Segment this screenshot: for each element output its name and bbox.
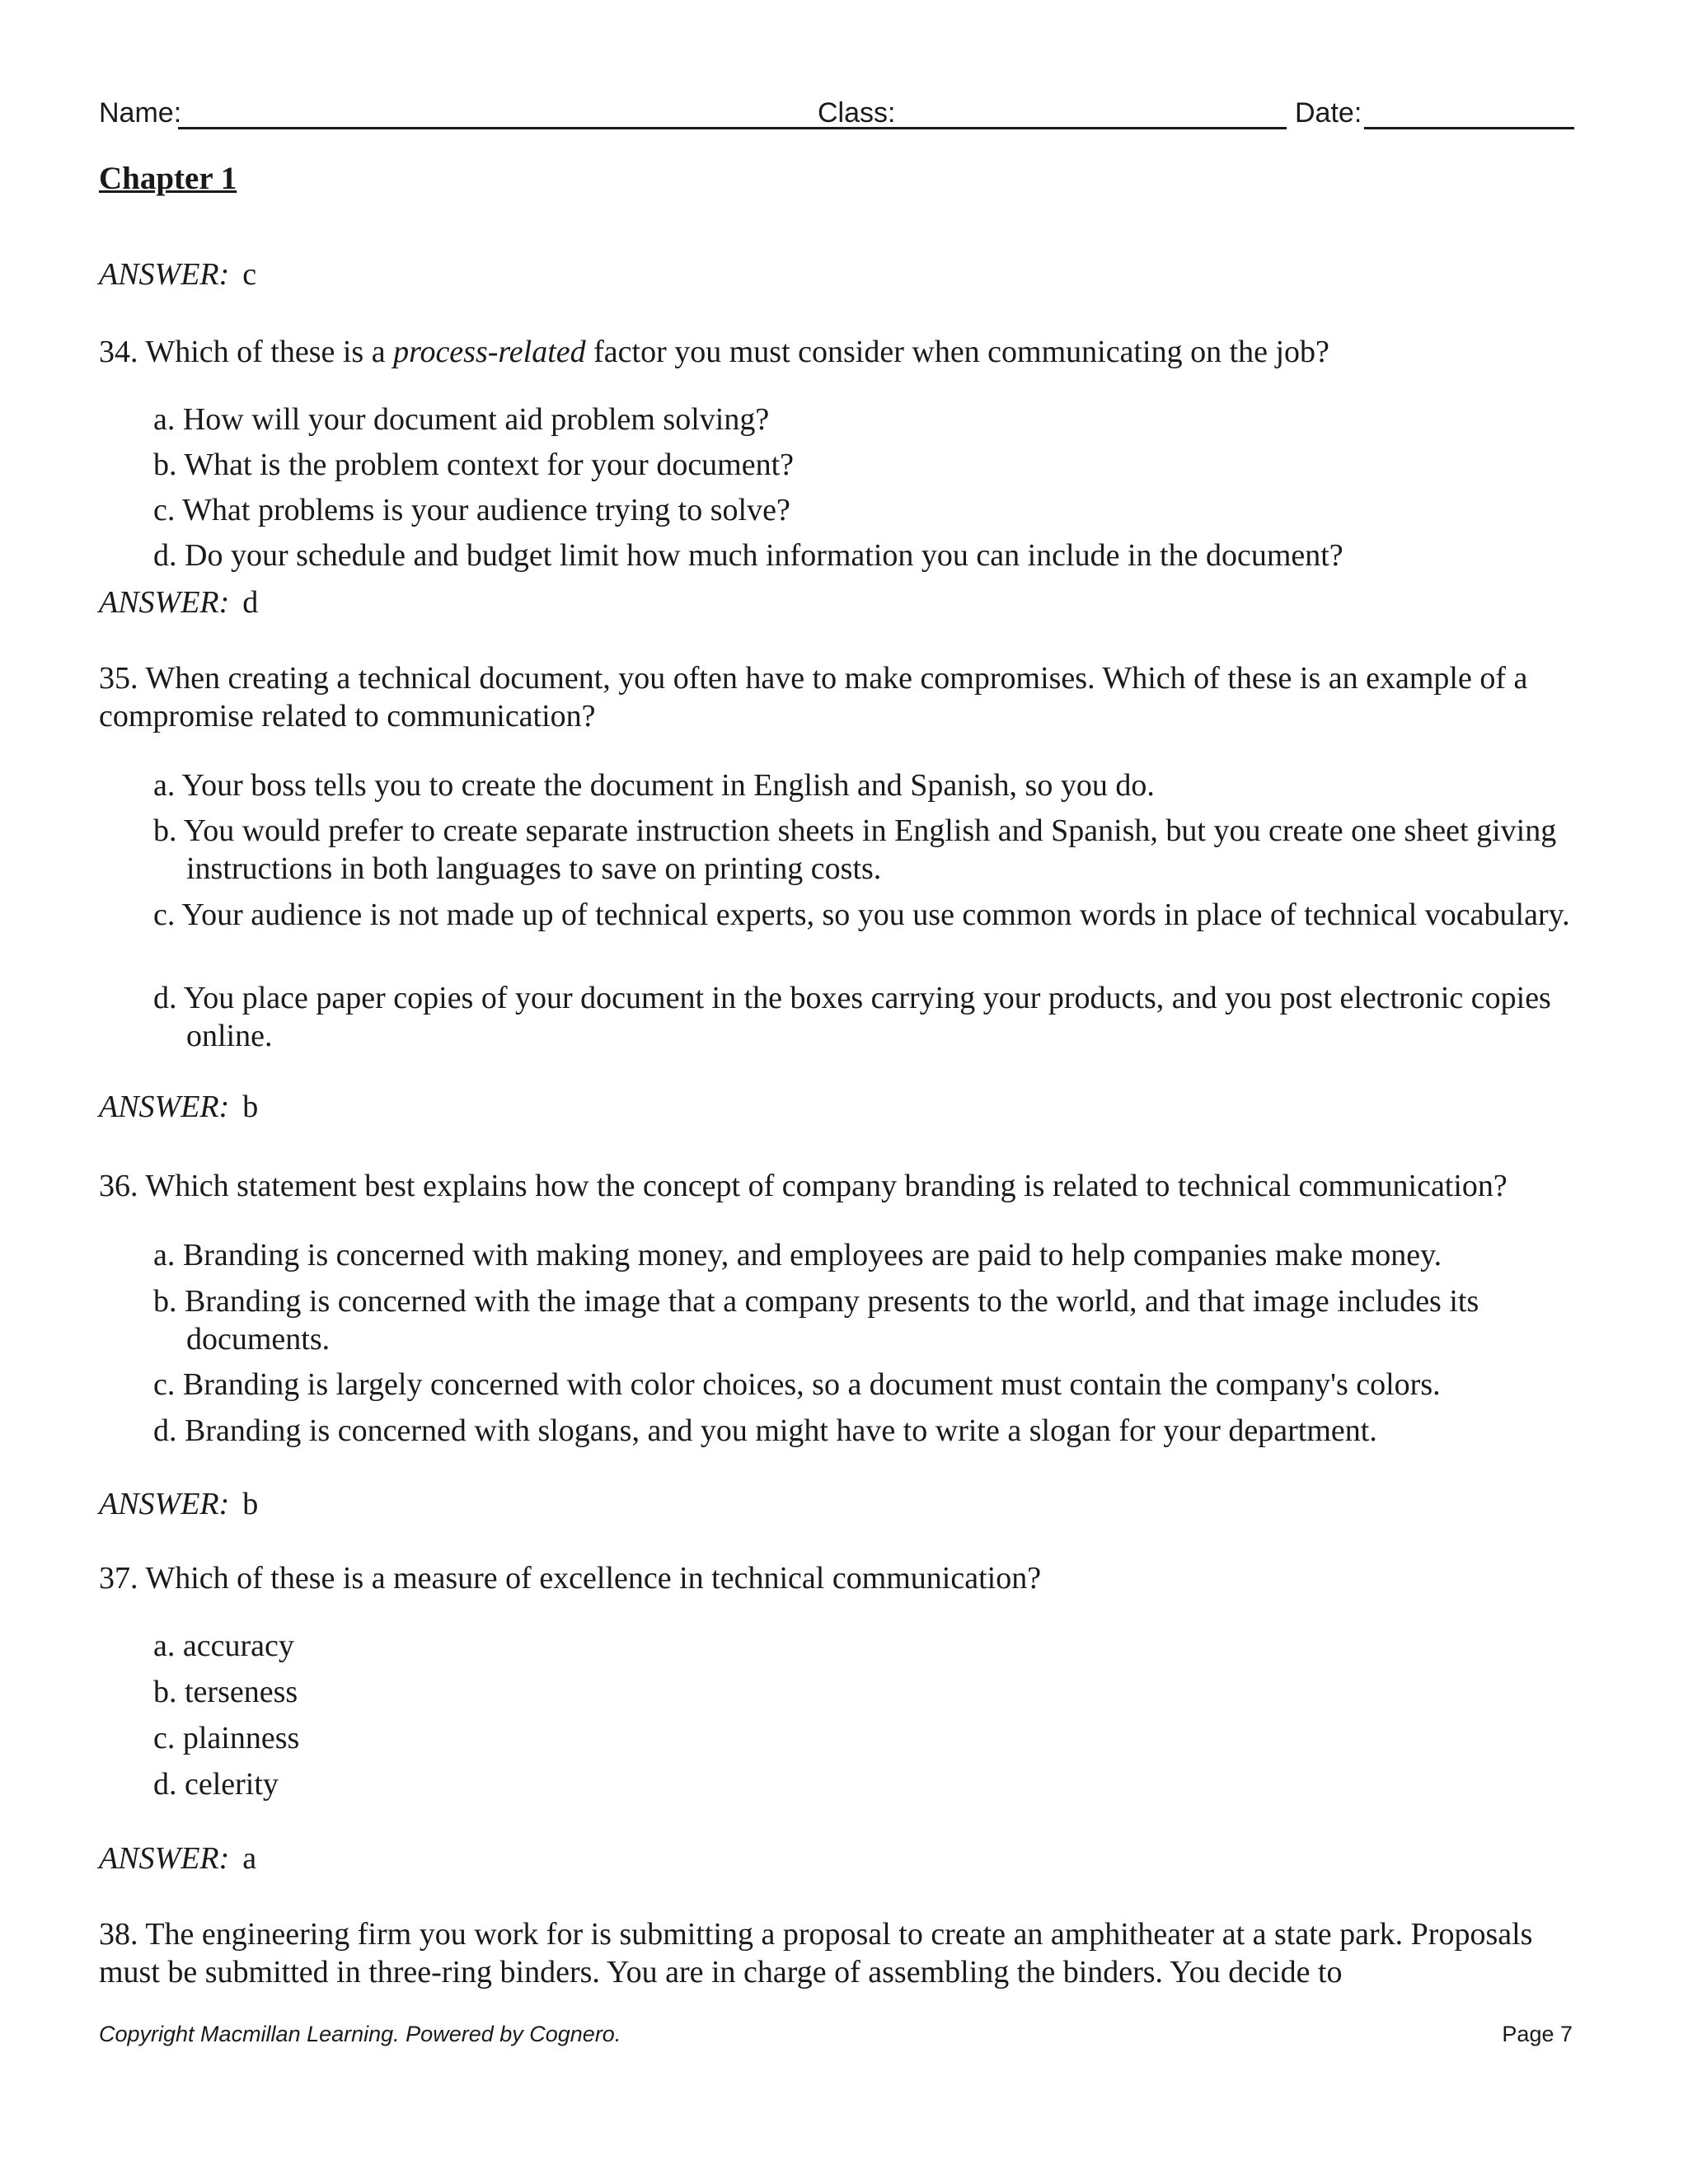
- question-text: When creating a technical document, you often have to make compromises. Which of these is an example of a compromise related to communication?: [99, 661, 1528, 733]
- question-35: [99, 659, 1582, 735]
- answer-35: [99, 1086, 258, 1127]
- page-number: Page 7: [1502, 2022, 1573, 2046]
- answer-36: [99, 1483, 258, 1525]
- option-37-a: a. accuracy: [153, 1629, 294, 1663]
- question-text: The engineering firm you work for is submitting a proposal to create an amphitheater at a state park. Proposals must be submitted in three-ring binders. You are in charge of assembling the binders. You decide to: [99, 1917, 1533, 1990]
- question-34: [99, 333, 1582, 371]
- option-36-a: a. Branding is concerned with making money, and employees are paid to help companies make money.: [153, 1238, 1442, 1272]
- answer-label: ANSWER:: [99, 1487, 230, 1521]
- answer-value: b: [242, 1487, 259, 1521]
- student-info-header: [99, 92, 1574, 134]
- name-label: Name:: [99, 97, 182, 129]
- answer-label: ANSWER:: [99, 1841, 230, 1876]
- option-36-d: d. Branding is concerned with slogans, and you might have to write a slogan for your department.: [153, 1413, 1377, 1448]
- question-36: [99, 1167, 1582, 1205]
- answer-label: ANSWER:: [99, 257, 230, 292]
- option-35-b: b. You would prefer to create separate instruction sheets in English and Spanish, but you create one sheet giving instructions in both languages to save on printing costs.: [153, 813, 1557, 886]
- question-text: Which of these is a measure of excellence in technical communication?: [145, 1561, 1042, 1596]
- question-number: 36.: [99, 1169, 138, 1203]
- option-34-d: d. Do your schedule and budget limit how much information you can include in the document?: [153, 538, 1343, 573]
- option-35-c: c. Your audience is not made up of technical experts, so you use common words in place of technical vocabulary.: [153, 898, 1570, 932]
- answer-34: [99, 582, 258, 623]
- copyright-footer: Copyright Macmillan Learning. Powered by Cognero.: [99, 2022, 621, 2046]
- answer-value: a: [242, 1841, 257, 1876]
- question-number: 37.: [99, 1561, 138, 1596]
- name-field-line[interactable]: [178, 127, 909, 129]
- option-37-b: b. terseness: [153, 1675, 298, 1709]
- option-34-a: a. How will your document aid problem solving?: [153, 402, 770, 437]
- answer-37: [99, 1838, 256, 1879]
- question-text-emphasis: process-related: [393, 335, 586, 369]
- option-36-b: b. Branding is concerned with the image that a company presents to the world, and that image includes its documents.: [153, 1284, 1479, 1357]
- class-field-line[interactable]: [893, 127, 1287, 129]
- question-number: 34.: [99, 335, 138, 369]
- answer-label: ANSWER:: [99, 1090, 230, 1124]
- answer-value: d: [242, 585, 259, 620]
- question-text-start: Which of these is a: [145, 335, 394, 369]
- answer-33: [99, 254, 256, 295]
- question-text-end: factor you must consider when communicating on the job?: [585, 335, 1329, 369]
- question-text: Which statement best explains how the concept of company branding is related to technical communication?: [145, 1169, 1507, 1203]
- option-37-c: c. plainness: [153, 1721, 300, 1755]
- question-number: 38.: [99, 1917, 138, 1952]
- date-field-line[interactable]: [1364, 127, 1574, 129]
- question-38: [99, 1915, 1582, 1991]
- chapter-title: Chapter 1: [99, 161, 237, 196]
- answer-value: b: [242, 1090, 259, 1124]
- class-label: Class:: [818, 97, 896, 129]
- option-37-d: d. celerity: [153, 1767, 279, 1802]
- question-37: [99, 1559, 1582, 1597]
- question-number: 35.: [99, 661, 138, 696]
- option-34-c: c. What problems is your audience trying to solve?: [153, 493, 790, 527]
- date-label: Date:: [1295, 97, 1362, 129]
- answer-value: c: [242, 257, 257, 292]
- option-35-d: d. You place paper copies of your document in the boxes carrying your products, and you post electronic copies online.: [153, 981, 1551, 1053]
- answer-label: ANSWER:: [99, 585, 230, 620]
- option-35-a: a. Your boss tells you to create the document in English and Spanish, so you do.: [153, 768, 1155, 803]
- option-36-c: c. Branding is largely concerned with color choices, so a document must contain the company's colors.: [153, 1367, 1441, 1402]
- option-34-b: b. What is the problem context for your document?: [153, 448, 795, 482]
